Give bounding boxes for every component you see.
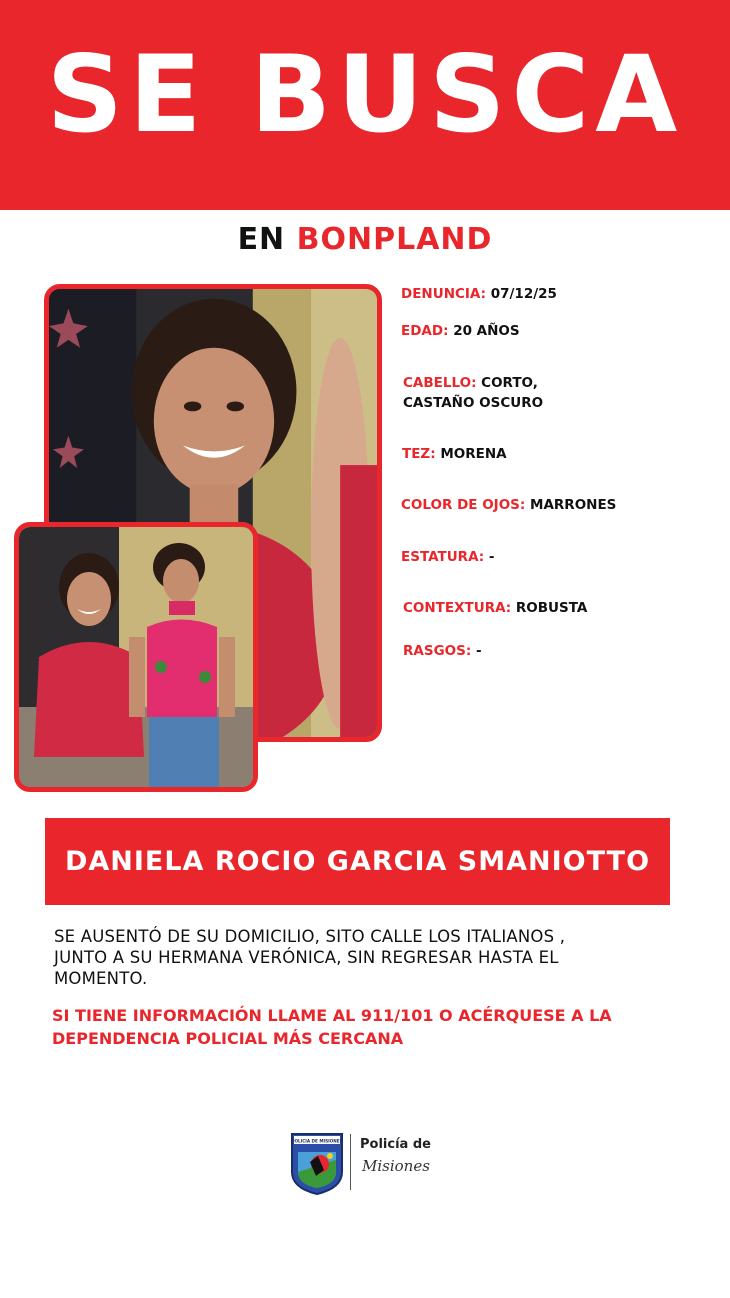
contact-info bbox=[52, 1004, 712, 1050]
detail-cabello-value-1: CORTO, bbox=[481, 375, 538, 391]
detail-estatura-label: ESTATURA: bbox=[401, 549, 485, 565]
police-shield-logo bbox=[290, 1132, 344, 1196]
detail-cabello-value-2: CASTAÑO OSCURO bbox=[403, 395, 544, 411]
location-prefix: EN bbox=[237, 222, 286, 257]
detail-edad-label: EDAD: bbox=[401, 323, 449, 339]
detail-ojos bbox=[401, 495, 616, 515]
detail-cabello bbox=[403, 373, 543, 413]
detail-contextura bbox=[403, 598, 587, 618]
location-heading bbox=[0, 222, 730, 257]
detail-contextura-value: ROBUSTA bbox=[515, 600, 588, 616]
detail-contextura-label: CONTEXTURA: bbox=[403, 600, 512, 616]
detail-denuncia-label: DENUNCIA: bbox=[401, 286, 487, 302]
detail-rasgos-label: RASGOS: bbox=[403, 643, 472, 659]
logo-divider bbox=[350, 1134, 351, 1190]
detail-edad bbox=[401, 321, 520, 341]
detail-tez-value: MORENA bbox=[440, 446, 507, 462]
person-name: DANIELA ROCIO GARCIA SMANIOTTO bbox=[64, 846, 651, 877]
shield-text: POLICIA DE MISIONES bbox=[291, 1138, 343, 1144]
contact-line-1: SI TIENE INFORMACIÓN LLAME AL 911/101 O ACÉRQUESE A LA bbox=[52, 1006, 612, 1025]
detail-rasgos-value: - bbox=[475, 643, 482, 659]
detail-edad-value: 20 AÑOS bbox=[453, 323, 520, 339]
logo-name-line-2: Misiones bbox=[362, 1157, 430, 1175]
detail-ojos-value: MARRONES bbox=[530, 497, 617, 513]
detail-rasgos bbox=[403, 641, 482, 661]
logo-name-line-1: Policía de bbox=[360, 1137, 431, 1152]
missing-person-photo-secondary bbox=[14, 522, 258, 792]
description-line-3: MOMENTO. bbox=[54, 969, 148, 988]
detail-tez bbox=[402, 444, 507, 464]
contact-line-2: DEPENDENCIA POLICIAL MÁS CERCANA bbox=[52, 1029, 404, 1048]
detail-cabello-label: CABELLO: bbox=[403, 375, 477, 391]
detail-ojos-label: COLOR DE OJOS: bbox=[401, 497, 526, 513]
detail-denuncia-value: 07/12/25 bbox=[490, 286, 557, 302]
detail-denuncia bbox=[401, 284, 557, 304]
header-banner bbox=[0, 0, 730, 210]
location-place: BONPLAND bbox=[296, 222, 493, 257]
description-line-2: JUNTO A SU HERMANA VERÓNICA, SIN REGRESAR HASTA EL bbox=[54, 948, 559, 967]
detail-tez-label: TEZ: bbox=[402, 446, 436, 462]
page-title: SE BUSCA bbox=[46, 33, 684, 156]
detail-estatura bbox=[401, 547, 494, 567]
description-line-1: SE AUSENTÓ DE SU DOMICILIO, SITO CALLE LOS ITALIANOS , bbox=[54, 927, 566, 946]
name-banner bbox=[45, 818, 670, 905]
description bbox=[54, 926, 684, 989]
detail-estatura-value: - bbox=[488, 549, 495, 565]
